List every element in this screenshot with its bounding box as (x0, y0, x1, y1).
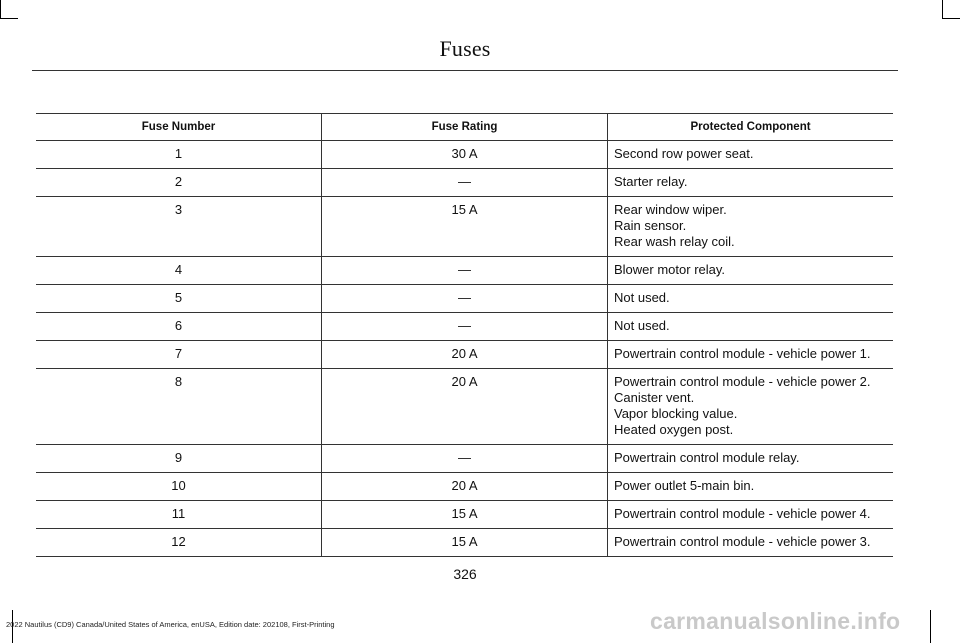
fuse-number-cell: 8 (36, 369, 322, 445)
component-line: Vapor blocking value. (614, 406, 738, 421)
column-header-protected-component: Protected Component (608, 114, 894, 141)
table-header-row (36, 114, 893, 141)
fuse-number-cell: 4 (36, 257, 322, 285)
table-row (36, 285, 893, 313)
component-line: Rear window wiper. (614, 202, 727, 217)
protected-component-cell (608, 169, 894, 197)
page-number: 326 (453, 566, 477, 582)
fuse-rating-cell: 15 A (322, 529, 608, 557)
crop-mark (942, 18, 960, 19)
protected-component-cell (608, 141, 894, 169)
fuse-number-cell: 3 (36, 197, 322, 257)
table-row (36, 369, 893, 445)
component-line: Second row power seat. (614, 146, 754, 161)
protected-component-cell (608, 445, 894, 473)
component-line: Heated oxygen post. (614, 422, 734, 437)
fuse-rating-cell: 20 A (322, 473, 608, 501)
header-divider (32, 70, 898, 71)
crop-mark (930, 610, 931, 643)
fuse-rating-cell: 15 A (322, 501, 608, 529)
table-row (36, 141, 893, 169)
component-line: Powertrain control module relay. (614, 450, 800, 465)
fuse-rating-cell: 20 A (322, 341, 608, 369)
fuse-number-cell: 6 (36, 313, 322, 341)
fuse-number-cell: 12 (36, 529, 322, 557)
fuse-number-cell: 9 (36, 445, 322, 473)
table-row (36, 473, 893, 501)
table-row (36, 445, 893, 473)
fuse-table (36, 113, 893, 557)
table-row (36, 257, 893, 285)
protected-component-cell (608, 501, 894, 529)
component-line: Not used. (614, 290, 670, 305)
table-row (36, 529, 893, 557)
crop-mark (942, 0, 943, 18)
component-line: Not used. (614, 318, 670, 333)
fuse-number-cell: 10 (36, 473, 322, 501)
fuse-rating-cell: 20 A (322, 369, 608, 445)
protected-component-cell (608, 473, 894, 501)
component-line: Powertrain control module - vehicle power 2. (614, 374, 871, 389)
protected-component-cell (608, 197, 894, 257)
fuse-number-cell: 7 (36, 341, 322, 369)
protected-component-cell (608, 313, 894, 341)
table-body (36, 141, 893, 557)
fuse-rating-cell: 30 A (322, 141, 608, 169)
fuse-rating-cell: — (322, 169, 608, 197)
table-row (36, 341, 893, 369)
fuse-rating-cell: — (322, 313, 608, 341)
component-line: Powertrain control module - vehicle power 3. (614, 534, 871, 549)
page-title: Fuses (439, 36, 491, 61)
edition-note: 2022 Nautilus (CD9) Canada/United States of America, enUSA, Edition date: 202108, First-Printing (6, 620, 335, 629)
component-line: Powertrain control module - vehicle power 4. (614, 506, 871, 521)
table-row (36, 313, 893, 341)
fuse-number-cell: 2 (36, 169, 322, 197)
table-row (36, 169, 893, 197)
protected-component-cell (608, 257, 894, 285)
fuse-rating-cell: — (322, 285, 608, 313)
fuse-rating-cell: — (322, 257, 608, 285)
protected-component-cell (608, 285, 894, 313)
table-row (36, 501, 893, 529)
protected-component-cell (608, 369, 894, 445)
component-line: Blower motor relay. (614, 262, 726, 277)
table-row (36, 197, 893, 257)
component-line: Canister vent. (614, 390, 695, 405)
protected-component-cell (608, 529, 894, 557)
fuse-number-cell: 5 (36, 285, 322, 313)
fuse-rating-cell: 15 A (322, 197, 608, 257)
component-line: Starter relay. (614, 174, 688, 189)
watermark-logo: carmanualsonline.info (650, 608, 901, 634)
component-line: Rain sensor. (614, 218, 687, 233)
column-header-fuse-number: Fuse Number (36, 114, 322, 141)
column-header-fuse-rating: Fuse Rating (322, 114, 608, 141)
fuse-number-cell: 11 (36, 501, 322, 529)
crop-mark (0, 18, 18, 19)
component-line: Power outlet 5-main bin. (614, 478, 755, 493)
crop-mark (0, 0, 1, 18)
protected-component-cell (608, 341, 894, 369)
component-line: Rear wash relay coil. (614, 234, 735, 249)
fuse-rating-cell: — (322, 445, 608, 473)
fuse-number-cell: 1 (36, 141, 322, 169)
component-line: Powertrain control module - vehicle power 1. (614, 346, 871, 361)
